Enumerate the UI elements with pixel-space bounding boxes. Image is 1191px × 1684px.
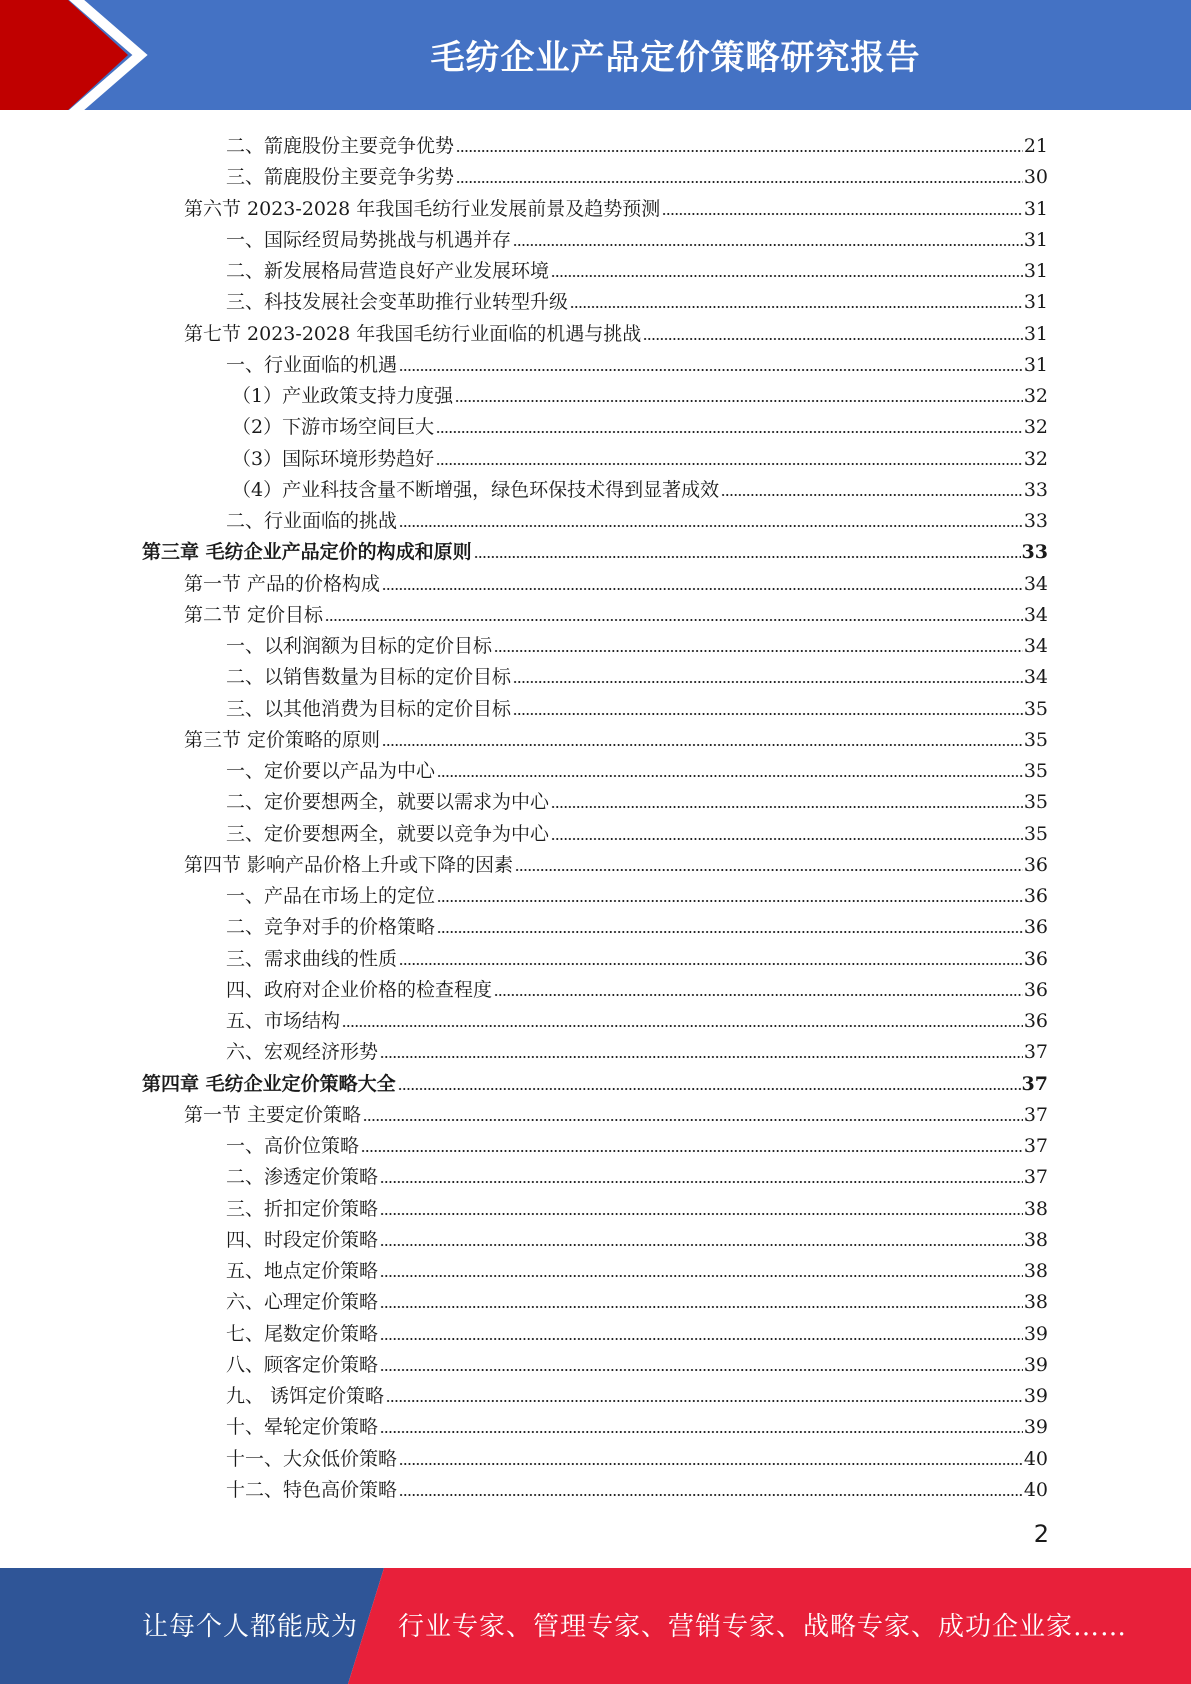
toc-page-number: 33 <box>1023 479 1048 501</box>
toc-subsection-entry[interactable] <box>226 1221 1048 1252</box>
toc-entry-title: 第三章 毛纺企业产品定价的构成和原则 <box>142 541 472 563</box>
toc-subsection-entry[interactable] <box>226 346 1048 377</box>
toc-subsection-entry[interactable] <box>226 221 1048 252</box>
toc-dot-leader <box>361 1149 1023 1153</box>
toc-dot-leader <box>399 368 1023 372</box>
toc-subsection-entry[interactable] <box>226 1315 1048 1346</box>
toc-dot-leader <box>551 837 1023 841</box>
toc-subsection-entry[interactable] <box>226 1190 1048 1221</box>
toc-dot-leader <box>380 1305 1023 1309</box>
toc-page-number: 32 <box>1023 416 1048 438</box>
toc-entry-title: 三、定价要想两全，就要以竞争为中心 <box>226 823 550 845</box>
toc-page-number: 37 <box>1023 1041 1048 1063</box>
toc-chapter-entry[interactable] <box>142 1065 1048 1096</box>
toc-dot-leader <box>399 1493 1023 1497</box>
toc-page-number: 38 <box>1023 1198 1048 1220</box>
toc-page-number: 34 <box>1023 635 1048 657</box>
toc-subsection-entry[interactable] <box>226 1252 1048 1283</box>
toc-dot-leader <box>474 555 1021 559</box>
toc-section-entry[interactable] <box>184 846 1048 877</box>
toc-subsection-entry[interactable] <box>226 1377 1048 1408</box>
toc-entry-title: 第一节 主要定价策略 <box>184 1104 362 1126</box>
toc-dot-leader <box>380 1430 1023 1434</box>
toc-page-number: 36 <box>1023 1010 1048 1032</box>
toc-entry-title: 一、国际经贸局势挑战与机遇并存 <box>226 229 512 251</box>
toc-entry-title: 二、竞争对手的价格策略 <box>226 916 436 938</box>
toc-page-number: 35 <box>1023 760 1048 782</box>
toc-subsection-entry[interactable] <box>226 971 1048 1002</box>
toc-dot-leader <box>455 399 1023 403</box>
toc-subsection-entry[interactable] <box>226 1408 1048 1439</box>
toc-entry-title: 一、高价位策略 <box>226 1135 360 1157</box>
toc-entry-title: 六、心理定价策略 <box>226 1291 379 1313</box>
toc-entry-title: 二、渗透定价策略 <box>226 1166 379 1188</box>
toc-entry-title: 三、折扣定价策略 <box>226 1198 379 1220</box>
toc-entry-title: 四、时段定价策略 <box>226 1229 379 1251</box>
toc-dot-leader <box>398 1087 1021 1091</box>
toc-page-number: 36 <box>1023 885 1048 907</box>
toc-dot-leader <box>570 305 1023 309</box>
toc-entry-title: 八、顾客定价策略 <box>226 1354 379 1376</box>
toc-entry-title: 三、以其他消费为目标的定价目标 <box>226 698 512 720</box>
toc-subsection-entry[interactable] <box>226 1440 1048 1471</box>
toc-page-number: 39 <box>1023 1416 1048 1438</box>
toc-page-number: 31 <box>1023 260 1048 282</box>
toc-subsection-entry[interactable] <box>226 940 1048 971</box>
toc-page-number: 40 <box>1023 1479 1048 1501</box>
toc-subsection-entry[interactable] <box>226 1346 1048 1377</box>
footer-slogan-right: 行业专家、管理专家、营销专家、战略专家、成功企业家…… <box>398 1612 1128 1642</box>
toc-entry-title: 二、以销售数量为目标的定价目标 <box>226 666 512 688</box>
toc-page-number: 35 <box>1023 823 1048 845</box>
toc-entry-title: 六、宏观经济形势 <box>226 1041 379 1063</box>
toc-page-number: 38 <box>1023 1229 1048 1251</box>
toc-subsection-entry[interactable] <box>226 658 1048 689</box>
toc-subsection-entry[interactable] <box>226 283 1048 314</box>
toc-dot-leader <box>436 430 1023 434</box>
toc-dot-leader <box>342 1024 1023 1028</box>
toc-subsection-entry[interactable] <box>232 377 1048 408</box>
toc-subsection-entry[interactable] <box>226 252 1048 283</box>
toc-entry-title: 五、地点定价策略 <box>226 1260 379 1282</box>
toc-dot-leader <box>513 712 1023 716</box>
header-red-chevron <box>0 0 128 110</box>
toc-subsection-entry[interactable] <box>226 1002 1048 1033</box>
toc-dot-leader <box>494 649 1023 653</box>
page-number: 2 <box>1033 1520 1049 1548</box>
toc-dot-leader <box>456 149 1023 153</box>
toc-entry-title: 九、 诱饵定价策略 <box>226 1385 385 1407</box>
toc-subsection-entry[interactable] <box>226 1158 1048 1189</box>
toc-section-entry[interactable] <box>184 190 1048 221</box>
toc-dot-leader <box>363 1118 1023 1122</box>
toc-entry-title: 一、以利润额为目标的定价目标 <box>226 635 493 657</box>
toc-page-number: 31 <box>1023 323 1048 345</box>
toc-page-number: 34 <box>1023 604 1048 626</box>
toc-page-number: 36 <box>1023 948 1048 970</box>
toc-subsection-entry[interactable] <box>226 752 1048 783</box>
page-footer <box>0 1568 1191 1684</box>
toc-entry-title: 一、定价要以产品为中心 <box>226 760 436 782</box>
toc-page-number: 32 <box>1023 448 1048 470</box>
toc-section-entry[interactable] <box>184 565 1048 596</box>
toc-page-number: 33 <box>1023 510 1048 532</box>
toc-subsection-entry[interactable] <box>232 471 1048 502</box>
page-header <box>0 0 1191 110</box>
toc-page-number: 40 <box>1023 1448 1048 1470</box>
toc-entry-title: 三、箭鹿股份主要竞争劣势 <box>226 166 455 188</box>
toc-subsection-entry[interactable] <box>226 690 1048 721</box>
toc-dot-leader <box>437 774 1023 778</box>
toc-subsection-entry[interactable] <box>226 1283 1048 1314</box>
toc-entry-title: 十二、特色高价策略 <box>226 1479 398 1501</box>
toc-dot-leader <box>662 212 1023 216</box>
toc-dot-leader <box>721 493 1023 497</box>
toc-page-number: 30 <box>1023 166 1048 188</box>
toc-entry-title: 第六节 2023-2028 年我国毛纺行业发展前景及趋势预测 <box>184 198 661 220</box>
toc-page-number: 37 <box>1023 1166 1048 1188</box>
toc-subsection-entry[interactable] <box>226 908 1048 939</box>
toc-subsection-entry[interactable] <box>232 440 1048 471</box>
toc-entry-title: 十一、大众低价策略 <box>226 1448 398 1470</box>
toc-entry-title: 第一节 产品的价格构成 <box>184 573 381 595</box>
toc-dot-leader <box>399 524 1023 528</box>
toc-page-number: 21 <box>1023 135 1048 157</box>
toc-section-entry[interactable] <box>184 596 1048 627</box>
toc-dot-leader <box>380 1212 1023 1216</box>
toc-page-number: 39 <box>1023 1385 1048 1407</box>
toc-section-entry[interactable] <box>184 1096 1048 1127</box>
toc-subsection-entry[interactable] <box>226 1471 1048 1502</box>
toc-entry-title: （3）国际环境形势趋好 <box>232 448 435 470</box>
toc-dot-leader <box>380 1180 1023 1184</box>
toc-dot-leader <box>380 1368 1023 1372</box>
toc-subsection-entry[interactable] <box>226 627 1048 658</box>
toc-dot-leader <box>382 587 1023 591</box>
toc-dot-leader <box>399 1462 1023 1466</box>
toc-page-number: 35 <box>1023 698 1048 720</box>
toc-entry-title: 七、尾数定价策略 <box>226 1323 379 1345</box>
toc-page-number: 38 <box>1023 1260 1048 1282</box>
toc-entry-title: 四、政府对企业价格的检查程度 <box>226 979 493 1001</box>
toc-page-number: 36 <box>1023 979 1048 1001</box>
toc-entry-title: 三、需求曲线的性质 <box>226 948 398 970</box>
toc-dot-leader <box>437 899 1023 903</box>
toc-entry-title: 第四章 毛纺企业定价策略大全 <box>142 1073 396 1095</box>
toc-entry-title: 二、行业面临的挑战 <box>226 510 398 532</box>
toc-page-number: 31 <box>1023 229 1048 251</box>
toc-page-number: 31 <box>1023 291 1048 313</box>
toc-entry-title: 一、行业面临的机遇 <box>226 354 398 376</box>
toc-entry-title: 二、定价要想两全，就要以需求为中心 <box>226 791 550 813</box>
toc-dot-leader <box>551 805 1023 809</box>
toc-page-number: 37 <box>1023 1135 1048 1157</box>
toc-dot-leader <box>436 462 1023 466</box>
toc-page-number: 37 <box>1021 1073 1048 1095</box>
toc-subsection-entry[interactable] <box>226 1127 1048 1158</box>
toc-subsection-entry[interactable] <box>226 877 1048 908</box>
toc-page-number: 36 <box>1023 854 1048 876</box>
toc-section-entry[interactable] <box>184 721 1048 752</box>
toc-subsection-entry[interactable] <box>232 408 1048 439</box>
toc-dot-leader <box>437 930 1023 934</box>
toc-dot-leader <box>513 680 1023 684</box>
toc-entry-title: 十、晕轮定价策略 <box>226 1416 379 1438</box>
toc-dot-leader <box>386 1399 1023 1403</box>
toc-page-number: 38 <box>1023 1291 1048 1313</box>
toc-page-number: 34 <box>1023 666 1048 688</box>
footer-slogan-left: 让每个人都能成为 <box>142 1612 359 1642</box>
toc-dot-leader <box>380 1243 1023 1247</box>
toc-dot-leader <box>380 1274 1023 1278</box>
toc-subsection-entry[interactable] <box>226 1033 1048 1064</box>
toc-page-number: 35 <box>1023 791 1048 813</box>
toc-subsection-entry[interactable] <box>226 815 1048 846</box>
toc-page-number: 31 <box>1023 354 1048 376</box>
toc-dot-leader <box>494 993 1023 997</box>
toc-entry-title: （1）产业政策支持力度强 <box>232 385 454 407</box>
toc-dot-leader <box>380 1337 1023 1341</box>
document-title: 毛纺企业产品定价策略研究报告 <box>430 38 921 78</box>
toc-entry-title: （2）下游市场空间巨大 <box>232 416 435 438</box>
toc-entry-title: 第七节 2023-2028 年我国毛纺行业面临的机遇与挑战 <box>184 323 642 345</box>
toc-page-number: 34 <box>1023 573 1048 595</box>
toc-entry-title: 第二节 定价目标 <box>184 604 324 626</box>
toc-entry-title: 第四节 影响产品价格上升或下降的因素 <box>184 854 514 876</box>
toc-entry-title: （4）产业科技含量不断增强，绿色环保技术得到显著成效 <box>232 479 720 501</box>
toc-section-entry[interactable] <box>184 315 1048 346</box>
toc-page-number: 35 <box>1023 729 1048 751</box>
toc-entry-title: 第三节 定价策略的原则 <box>184 729 381 751</box>
toc-entry-title: 二、箭鹿股份主要竞争优势 <box>226 135 455 157</box>
toc-page-number: 39 <box>1023 1323 1048 1345</box>
toc-page-number: 32 <box>1023 385 1048 407</box>
toc-subsection-entry[interactable] <box>226 502 1048 533</box>
toc-entry-title: 二、新发展格局营造良好产业发展环境 <box>226 260 550 282</box>
toc-page-number: 33 <box>1021 541 1048 563</box>
toc-dot-leader <box>382 743 1023 747</box>
toc-dot-leader <box>513 243 1023 247</box>
toc-dot-leader <box>515 868 1023 872</box>
toc-subsection-entry[interactable] <box>226 783 1048 814</box>
toc-page-number: 39 <box>1023 1354 1048 1376</box>
toc-entry-title: 一、产品在市场上的定位 <box>226 885 436 907</box>
toc-dot-leader <box>551 274 1023 278</box>
toc-dot-leader <box>456 180 1023 184</box>
toc-dot-leader <box>643 337 1023 341</box>
toc-page-number: 31 <box>1023 198 1048 220</box>
toc-page-number: 37 <box>1023 1104 1048 1126</box>
toc-dot-leader <box>380 1055 1023 1059</box>
toc-subsection-entry[interactable] <box>226 158 1048 189</box>
toc-entry-title: 五、市场结构 <box>226 1010 341 1032</box>
toc-subsection-entry[interactable] <box>226 127 1048 158</box>
toc-page-number: 36 <box>1023 916 1048 938</box>
toc-dot-leader <box>325 618 1023 622</box>
toc-entry-title: 三、科技发展社会变革助推行业转型升级 <box>226 291 569 313</box>
toc-chapter-entry[interactable] <box>142 533 1048 564</box>
toc-dot-leader <box>399 962 1023 966</box>
